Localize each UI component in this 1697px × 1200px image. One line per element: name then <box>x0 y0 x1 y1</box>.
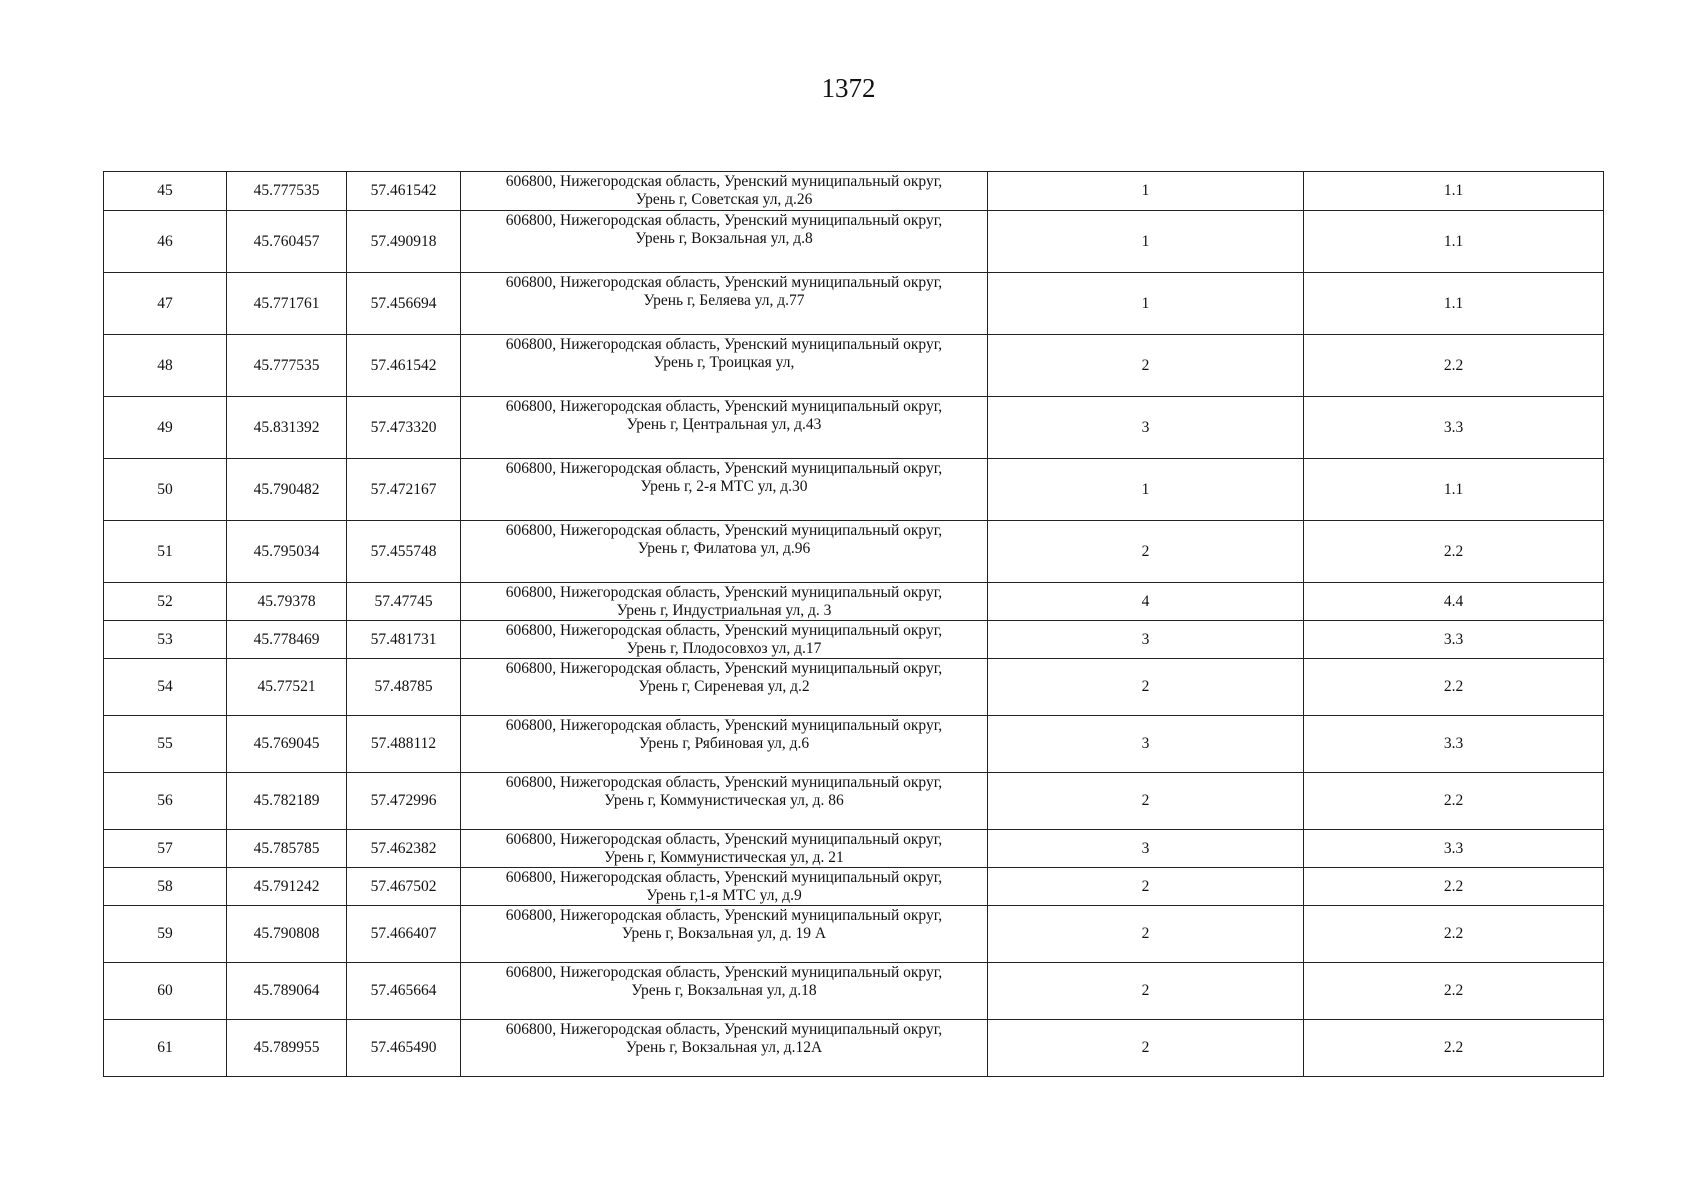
row-number: 61 <box>157 1039 173 1056</box>
address-line-1: 606800, Нижегородская область, Уренский муниципальный округ, <box>505 336 943 353</box>
container-volume-cell <box>1304 621 1604 659</box>
container-count: 2 <box>1141 792 1150 809</box>
container-count: 3 <box>1141 735 1150 752</box>
latitude-value: 57.465664 <box>370 982 437 999</box>
container-count-cell <box>988 211 1304 273</box>
container-count: 1 <box>1141 182 1150 199</box>
container-volume-cell <box>1304 397 1604 459</box>
latitude-cell <box>347 273 461 335</box>
address-cell <box>461 211 988 273</box>
container-volume: 1.1 <box>1443 182 1464 199</box>
row-number-cell <box>104 621 227 659</box>
longitude-value: 45.782189 <box>253 792 320 809</box>
latitude-cell <box>347 716 461 773</box>
container-volume: 1.1 <box>1443 480 1464 498</box>
address-line-1: 606800, Нижегородская область, Уренский муниципальный округ, <box>505 1021 943 1038</box>
latitude-value: 57.467502 <box>370 877 437 895</box>
container-volume-cell <box>1304 273 1604 335</box>
latitude-cell <box>347 521 461 583</box>
latitude-cell <box>347 1020 461 1077</box>
longitude-value: 45.77521 <box>257 678 316 695</box>
container-count-cell <box>988 621 1304 659</box>
container-volume-cell <box>1304 716 1604 773</box>
container-volume: 1.1 <box>1443 232 1464 250</box>
container-volume-cell <box>1304 830 1604 868</box>
row-number: 59 <box>157 925 173 942</box>
row-number-cell <box>104 963 227 1020</box>
container-count-cell <box>988 273 1304 335</box>
container-count-cell <box>988 397 1304 459</box>
address-line-1: 606800, Нижегородская область, Уренский муниципальный округ, <box>505 460 943 477</box>
address-line-2: Урень г, Плодосовхоз ул, д.17 <box>626 640 822 657</box>
address-line-1: 606800, Нижегородская область, Уренский муниципальный округ, <box>505 869 943 886</box>
row-number-cell <box>104 1020 227 1077</box>
row-number-cell <box>104 521 227 583</box>
latitude-value: 57.472167 <box>370 480 437 498</box>
address-cell <box>461 906 988 963</box>
longitude-cell <box>227 830 347 868</box>
container-volume-cell <box>1304 583 1604 621</box>
table-body <box>104 172 1604 1077</box>
table-row <box>104 273 1604 335</box>
table-row <box>104 963 1604 1020</box>
latitude-value: 57.456694 <box>370 294 437 312</box>
latitude-cell <box>347 621 461 659</box>
longitude-cell <box>227 211 347 273</box>
container-count-cell <box>988 963 1304 1020</box>
longitude-value: 45.777535 <box>253 356 320 374</box>
longitude-value: 45.795034 <box>253 542 320 560</box>
row-number: 51 <box>157 542 173 560</box>
row-number: 54 <box>157 678 173 695</box>
longitude-value: 45.778469 <box>253 630 320 648</box>
container-volume-cell <box>1304 172 1604 211</box>
row-number-cell <box>104 773 227 830</box>
address-cell <box>461 716 988 773</box>
latitude-cell <box>347 172 461 211</box>
address-line-2: Урень г, Сиреневая ул, д.2 <box>638 678 810 695</box>
container-count: 2 <box>1141 877 1150 895</box>
table-row <box>104 397 1604 459</box>
container-count-cell <box>988 906 1304 963</box>
container-volume-cell <box>1304 906 1604 963</box>
longitude-value: 45.789064 <box>253 982 320 999</box>
row-number-cell <box>104 335 227 397</box>
container-volume-cell <box>1304 211 1604 273</box>
longitude-cell <box>227 397 347 459</box>
table-row <box>104 1020 1604 1077</box>
row-number: 56 <box>157 792 173 809</box>
latitude-value: 57.466407 <box>370 925 437 942</box>
longitude-cell <box>227 963 347 1020</box>
table-row <box>104 521 1604 583</box>
address-line-2: Урень г, Советская ул, д.26 <box>635 191 813 208</box>
container-volume-cell <box>1304 335 1604 397</box>
container-count-cell <box>988 773 1304 830</box>
latitude-cell <box>347 659 461 716</box>
latitude-value: 57.465490 <box>370 1039 437 1056</box>
table-container <box>103 171 1603 1077</box>
container-count-cell <box>988 868 1304 906</box>
address-line-2: Урень г, Вокзальная ул, д.12А <box>625 1039 823 1056</box>
longitude-cell <box>227 659 347 716</box>
longitude-cell <box>227 459 347 521</box>
address-line-2: Урень г, Вокзальная ул, д. 19 А <box>621 925 827 942</box>
address-line-1: 606800, Нижегородская область, Уренский муниципальный округ, <box>505 907 943 924</box>
row-number-cell <box>104 172 227 211</box>
address-cell <box>461 397 988 459</box>
container-count: 1 <box>1141 480 1150 498</box>
container-volume-cell <box>1304 659 1604 716</box>
address-line-2: Урень г, Беляева ул, д.77 <box>643 292 805 309</box>
longitude-cell <box>227 521 347 583</box>
table-row <box>104 621 1604 659</box>
address-line-2: Урень г, Рябиновая ул, д.6 <box>638 735 810 752</box>
longitude-value: 45.760457 <box>253 232 320 250</box>
longitude-cell <box>227 583 347 621</box>
container-volume-cell <box>1304 963 1604 1020</box>
latitude-cell <box>347 335 461 397</box>
longitude-value: 45.769045 <box>253 735 320 752</box>
container-volume: 2.2 <box>1443 356 1464 374</box>
container-count-cell <box>988 335 1304 397</box>
row-number: 49 <box>157 418 173 436</box>
row-number: 57 <box>157 839 173 857</box>
longitude-value: 45.79378 <box>257 592 316 610</box>
address-line-1: 606800, Нижегородская область, Уренский муниципальный округ, <box>505 522 943 539</box>
container-count-cell <box>988 172 1304 211</box>
longitude-cell <box>227 716 347 773</box>
container-volume: 2.2 <box>1443 1039 1464 1056</box>
longitude-value: 45.785785 <box>253 839 320 857</box>
container-volume: 1.1 <box>1443 294 1464 312</box>
longitude-value: 45.777535 <box>253 182 320 199</box>
address-line-2: Урень г, Центральная ул, д.43 <box>626 416 822 433</box>
container-count: 2 <box>1141 1039 1150 1056</box>
table-row <box>104 583 1604 621</box>
address-line-2: Урень г, Филатова ул, д.96 <box>637 540 811 557</box>
container-count-cell <box>988 659 1304 716</box>
longitude-cell <box>227 868 347 906</box>
address-line-2: Урень г, Коммунистическая ул, д. 86 <box>604 792 844 809</box>
latitude-value: 57.48785 <box>374 678 433 695</box>
address-line-1: 606800, Нижегородская область, Уренский муниципальный округ, <box>505 274 943 291</box>
latitude-value: 57.455748 <box>370 542 437 560</box>
latitude-value: 57.481731 <box>370 630 437 648</box>
address-cell <box>461 773 988 830</box>
longitude-cell <box>227 172 347 211</box>
table-row <box>104 172 1604 211</box>
container-volume: 3.3 <box>1443 630 1464 648</box>
address-cell <box>461 335 988 397</box>
address-line-2: Урень г, 2-я МТС ул, д.30 <box>640 478 808 495</box>
container-count: 2 <box>1141 542 1150 560</box>
row-number: 52 <box>157 592 173 610</box>
latitude-value: 57.488112 <box>370 735 437 752</box>
longitude-value: 45.790482 <box>253 480 320 498</box>
latitude-value: 57.490918 <box>370 232 437 250</box>
row-number: 45 <box>157 182 173 199</box>
address-cell <box>461 1020 988 1077</box>
container-volume: 2.2 <box>1443 678 1464 695</box>
address-cell <box>461 459 988 521</box>
container-count: 2 <box>1141 356 1150 374</box>
latitude-cell <box>347 868 461 906</box>
container-count: 1 <box>1141 294 1150 312</box>
address-line-1: 606800, Нижегородская область, Уренский муниципальный округ, <box>505 173 943 190</box>
address-line-2: Урень г, Индустриальная ул, д. 3 <box>616 602 832 619</box>
address-line-1: 606800, Нижегородская область, Уренский муниципальный округ, <box>505 398 943 415</box>
latitude-cell <box>347 830 461 868</box>
container-count: 3 <box>1141 839 1150 857</box>
address-line-1: 606800, Нижегородская область, Уренский муниципальный округ, <box>505 831 943 848</box>
latitude-value: 57.461542 <box>370 182 437 199</box>
address-cell <box>461 172 988 211</box>
row-number: 55 <box>157 735 173 752</box>
row-number-cell <box>104 397 227 459</box>
address-line-1: 606800, Нижегородская область, Уренский муниципальный округ, <box>505 717 943 734</box>
container-count: 3 <box>1141 418 1150 436</box>
address-cell <box>461 583 988 621</box>
latitude-cell <box>347 397 461 459</box>
table-row <box>104 335 1604 397</box>
address-cell <box>461 963 988 1020</box>
row-number: 46 <box>157 232 173 250</box>
address-line-1: 606800, Нижегородская область, Уренский муниципальный округ, <box>505 212 943 229</box>
longitude-cell <box>227 621 347 659</box>
address-cell <box>461 621 988 659</box>
address-line-2: Урень г, Троицкая ул, <box>653 354 795 371</box>
container-volume-cell <box>1304 459 1604 521</box>
address-line-1: 606800, Нижегородская область, Уренский муниципальный округ, <box>505 964 943 981</box>
row-number: 47 <box>157 294 173 312</box>
longitude-value: 45.791242 <box>253 877 320 895</box>
page-number: 1372 <box>821 73 876 103</box>
container-volume-cell <box>1304 521 1604 583</box>
longitude-value: 45.771761 <box>253 294 320 312</box>
row-number-cell <box>104 583 227 621</box>
latitude-cell <box>347 773 461 830</box>
container-count-cell <box>988 716 1304 773</box>
container-volume: 4.4 <box>1443 592 1464 610</box>
table-row <box>104 830 1604 868</box>
table-row <box>104 773 1604 830</box>
address-line-2: Урень г, Вокзальная ул, д.18 <box>631 982 817 999</box>
table-row <box>104 906 1604 963</box>
row-number-cell <box>104 459 227 521</box>
table-row <box>104 868 1604 906</box>
container-count-cell <box>988 583 1304 621</box>
container-volume: 3.3 <box>1443 839 1464 857</box>
address-line-2: Урень г,1-я МТС ул, д.9 <box>646 887 802 904</box>
container-volume: 3.3 <box>1443 735 1464 752</box>
longitude-value: 45.789955 <box>253 1039 320 1056</box>
container-count: 3 <box>1141 630 1150 648</box>
container-count-cell <box>988 1020 1304 1077</box>
row-number-cell <box>104 273 227 335</box>
address-line-2: Урень г, Коммунистическая ул, д. 21 <box>604 849 844 866</box>
longitude-value: 45.831392 <box>253 418 320 436</box>
row-number-cell <box>104 868 227 906</box>
container-count: 4 <box>1141 592 1150 610</box>
table-row <box>104 459 1604 521</box>
longitude-cell <box>227 773 347 830</box>
latitude-cell <box>347 906 461 963</box>
container-volume: 2.2 <box>1443 982 1464 999</box>
latitude-cell <box>347 459 461 521</box>
container-volume: 2.2 <box>1443 792 1464 809</box>
collection-points-table <box>103 171 1604 1077</box>
container-count: 2 <box>1141 925 1150 942</box>
container-volume-cell <box>1304 868 1604 906</box>
row-number: 60 <box>157 982 173 999</box>
container-volume: 3.3 <box>1443 418 1464 436</box>
address-line-1: 606800, Нижегородская область, Уренский муниципальный округ, <box>505 622 943 639</box>
address-cell <box>461 659 988 716</box>
row-number-cell <box>104 906 227 963</box>
longitude-cell <box>227 906 347 963</box>
latitude-value: 57.47745 <box>374 592 433 610</box>
latitude-cell <box>347 583 461 621</box>
container-count-cell <box>988 830 1304 868</box>
address-line-1: 606800, Нижегородская область, Уренский муниципальный округ, <box>505 660 943 677</box>
container-volume-cell <box>1304 1020 1604 1077</box>
row-number: 58 <box>157 877 173 895</box>
table-row <box>104 211 1604 273</box>
address-cell <box>461 521 988 583</box>
container-count-cell <box>988 459 1304 521</box>
longitude-value: 45.790808 <box>253 925 320 942</box>
address-line-1: 606800, Нижегородская область, Уренский муниципальный округ, <box>505 584 943 601</box>
address-line-2: Урень г, Вокзальная ул, д.8 <box>635 230 813 247</box>
longitude-cell <box>227 1020 347 1077</box>
container-count: 2 <box>1141 982 1150 999</box>
table-row <box>104 659 1604 716</box>
latitude-cell <box>347 963 461 1020</box>
row-number-cell <box>104 716 227 773</box>
row-number: 50 <box>157 480 173 498</box>
row-number: 48 <box>157 356 173 374</box>
latitude-value: 57.462382 <box>370 839 437 857</box>
container-volume: 2.2 <box>1443 877 1464 895</box>
container-count: 2 <box>1141 678 1150 695</box>
container-count: 1 <box>1141 232 1150 250</box>
container-volume-cell <box>1304 773 1604 830</box>
latitude-value: 57.461542 <box>370 356 437 374</box>
row-number: 53 <box>157 630 173 648</box>
address-cell <box>461 273 988 335</box>
latitude-value: 57.472996 <box>370 792 437 809</box>
latitude-value: 57.473320 <box>370 418 437 436</box>
address-cell <box>461 830 988 868</box>
address-line-1: 606800, Нижегородская область, Уренский муниципальный округ, <box>505 774 943 791</box>
longitude-cell <box>227 273 347 335</box>
address-cell <box>461 868 988 906</box>
longitude-cell <box>227 335 347 397</box>
container-volume: 2.2 <box>1443 925 1464 942</box>
latitude-cell <box>347 211 461 273</box>
row-number-cell <box>104 211 227 273</box>
row-number-cell <box>104 659 227 716</box>
container-volume: 2.2 <box>1443 542 1464 560</box>
container-count-cell <box>988 521 1304 583</box>
row-number-cell <box>104 830 227 868</box>
table-row <box>104 716 1604 773</box>
